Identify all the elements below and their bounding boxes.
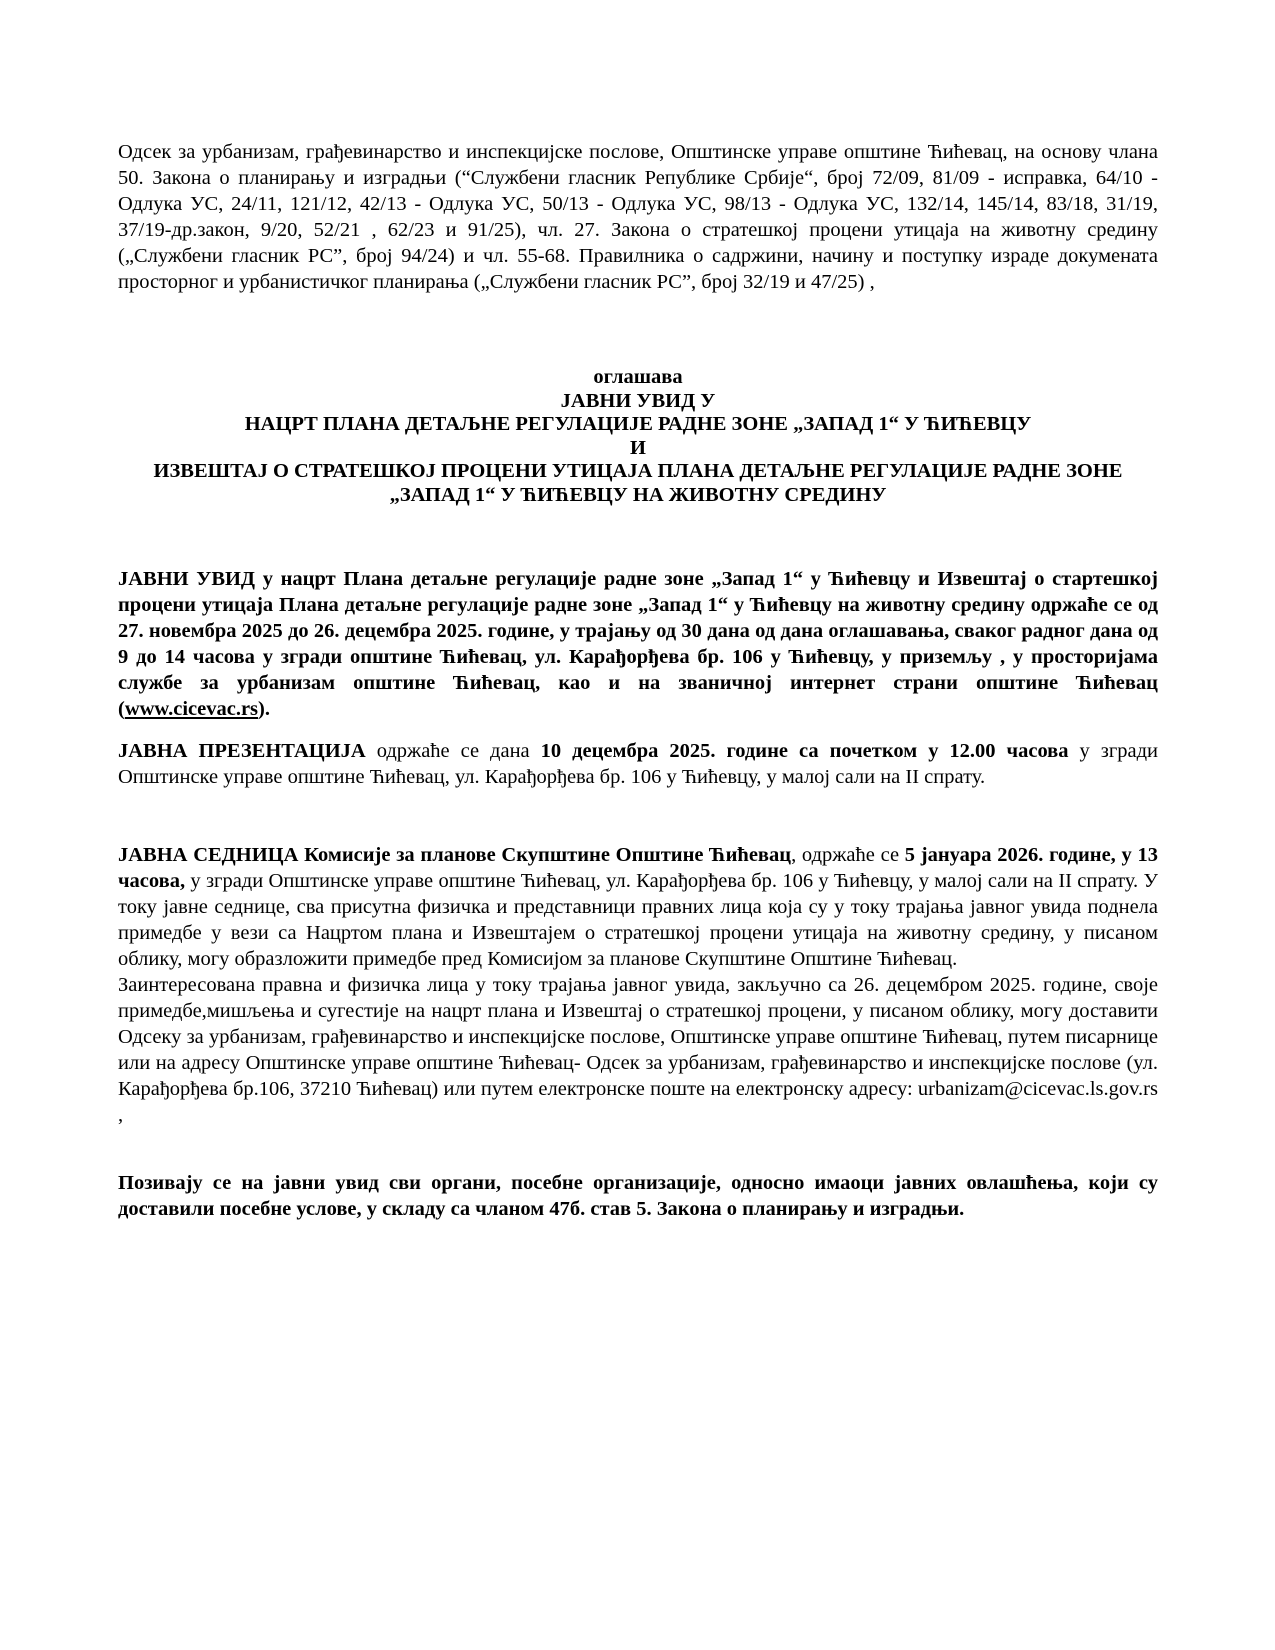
submissions-text: Заинтересована правна и физичка лица у току трајања јавног увида, закључно са 26. децембром 2025. године, своје примедбе,мишљења и сугестије на нацрт плана и Извештај о стратешкој процени, у писаном облику, могу доставити Одсеку за урбанизам, грађевинарство и инспекцијске послове, Општинске управе општине Ћићевац, путем писарнице или на адресу Општинске управе општине Ћићевац- Одсек за урбанизам, грађевинарство и инспекцијске послове (ул. Карађорђева бр.106, 37210 Ћићевац) или путем електронске поште на електронску адресу: urbanizam@cicevac.ls.gov.rs , (118, 974, 1158, 1126)
heading-and: И (630, 436, 646, 459)
invitation-paragraph (118, 1170, 1158, 1222)
heading-public-review: ЈАВНИ УВИД У (560, 389, 716, 412)
heading-announces: оглашава (593, 366, 683, 388)
session-paragraph (118, 842, 1158, 1128)
intro-paragraph (118, 139, 1158, 295)
presentation-paragraph (118, 738, 1158, 790)
heading-report-title: ИЗВЕШТАЈ О СТРАТЕШКОЈ ПРОЦЕНИ УТИЦАЈА ПЛАНА ДЕТАЉНЕ РЕГУЛАЦИЈЕ РАДНЕ ЗОНЕ „ЗАПАД 1“ У ЋИЋЕВЦУ НА ЖИВОТНУ СРЕДИНУ (153, 460, 1123, 506)
session-text: ЈАВНА СЕДНИЦА Комисије за планове Скупштине Општине Ћићевац, одржаће се 5 јануара 2026. године, у 13 часова, у згради Општинске управе општине Ћићевац, ул. Карађорђева бр. 106 у Ћићевцу, у малој сали на II спрату. У току јавне седнице, сва присутна физичка и представници правних лица која су у току трајања јавног увида поднела примедбе у вези са Нацртом плана и Извештајем о стратешкој процени утицаја на животну средину, у писаном облику, могу образложити примедбе пред Комисијом за планове Скупштине Општине Ћићевац. (118, 844, 1159, 970)
presentation-text: ЈАВНА ПРЕЗЕНТАЦИЈА одржаће се дана 10 децембра 2025. године са почетком у 12.00 часова у згради Општинске управе општине Ћићевац, ул. Карађорђева бр. 106 у Ћићевцу, у малој сали на II спрату. (118, 740, 1158, 788)
website-link[interactable]: www.cicevac.rs (124, 698, 259, 720)
public-review-paragraph (118, 566, 1158, 722)
announcement-heading (112, 366, 1164, 507)
invitation-text: Позивају се на јавни увид сви органи, посебне организације, односно имаоци јавних овлашћења, који су доставили посебне услове, у складу са чланом 47б. став 5. Закона о планирању и изградњи. (118, 1172, 1158, 1220)
intro-text: Одсек за урбанизам, грађевинарство и инспекцијске послове, Општинске управе општине Ћићевац, на основу члана 50. Закона о планирању и изградњи (“Службени гласник Републике Србије“, број 72/09, 81/09 - исправка, 64/10 - Одлука УС, 24/11, 121/12, 42/13 - Одлука УС, 50/13 - Одлука УС, 98/13 - Одлука УС, 132/14, 145/14, 83/18, 31/19, 37/19-др.закон, 9/20, 52/21 , 62/23 и 91/25), чл. 27. Закона о стратешкој процени утицаја на животну средину („Службени гласник РС”, број 94/24) и чл. 55-68. Правилника о садржини, начину и поступку израде докумената просторног и урбанистичког планирања („Службени гласник РС”, број 32/19 и 47/25) , (118, 141, 1158, 293)
public-review-text: ЈАВНИ УВИД у нацрт Плана детаљне регулације радне зоне „Запад 1“ у Ћићевцу и Извештај о стартешкој процени утицаја Плана детаљне регулације радне зоне „Запад 1“ у Ћићевцу на животну средину одржаће се од 27. новембра 2025 до 26. децембра 2025. године, у трајању од 30 дана од дана оглашавања, сваког радног дана од 9 до 14 часова у згради општине Ћићевац, ул. Карађорђева бр. 106 у Ћићевцу, у приземљу , у просторијама службе за урбанизам општине Ћићевац, као и на званичној интернет страни општине Ћићевац (www.cicevac.rs). (118, 568, 1158, 720)
heading-plan-title: НАЦРТ ПЛАНА ДЕТАЉНЕ РЕГУЛАЦИЈЕ РАДНЕ ЗОНЕ „ЗАПАД 1“ У ЋИЋЕВЦУ (244, 413, 1032, 435)
